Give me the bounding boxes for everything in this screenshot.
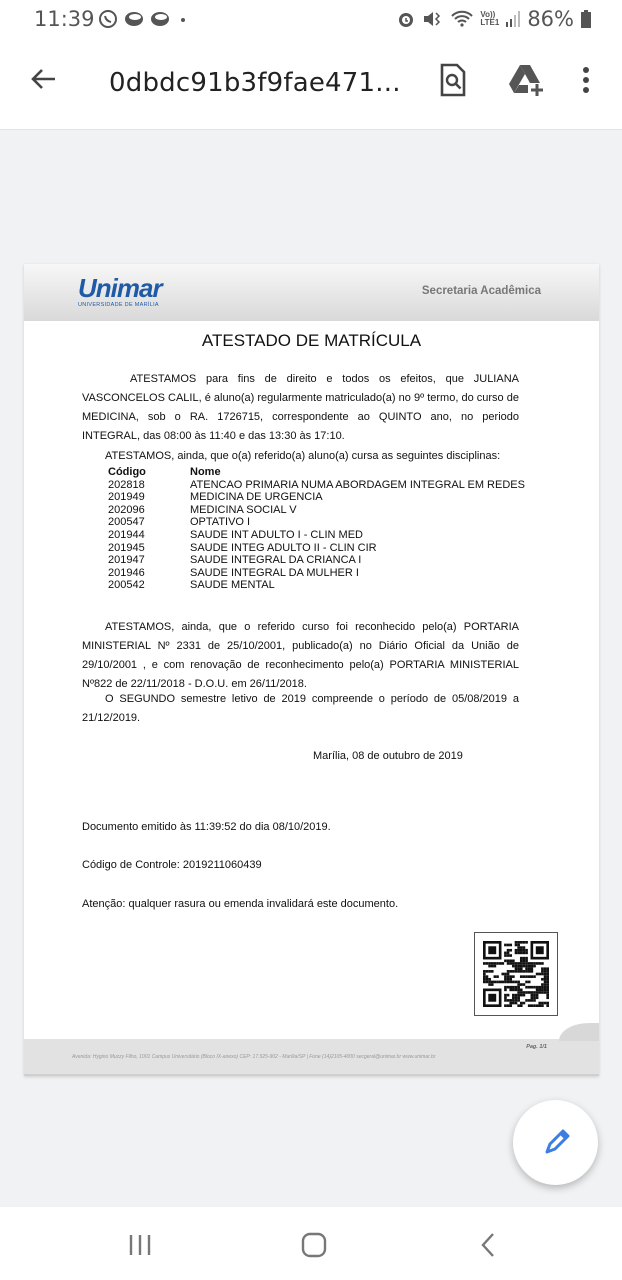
back-icon[interactable] [476,1232,506,1258]
discipline-code: 201946 [108,566,145,579]
discipline-name: SAUDE INTEGRAL DA CRIANCA I [190,554,362,567]
document-page [24,264,599,1076]
document-header [24,264,599,321]
disciplines-table [108,466,525,592]
paragraph-semester: O SEGUNDO semestre letivo de 2019 compreende o período de 05/08/2019 a 21/12/2019. [82,693,519,724]
find-in-page-icon[interactable] [437,62,469,98]
discipline-code: 201949 [108,491,145,504]
status-time: 11:39 [34,7,95,31]
discipline-row [108,516,525,529]
signal-icon [505,10,521,28]
footer-address: Avenida: Hygino Muzzy Filho, 1001 Campus Universitário (Bloco IX-anexo) CEP: 17.525-902 - Marília/SP | Fone (14)2105-4000 secgeral@unimar.br www.unimar.br [72,1054,436,1060]
add-to-drive-icon[interactable] [506,62,546,98]
more-vert-icon[interactable] [574,62,598,98]
app-icon [124,10,144,28]
page-number: Pag. 1/1 [526,1044,547,1050]
status-bar [0,0,622,40]
alarm-icon [396,9,416,29]
paragraph-recognition: ATESTAMOS, ainda, que o referido curso foi reconhecido pelo(a) PORTARIA MINISTERIAL Nº 2331 de 25/10/2001, publicado(a) no Diário Oficial da União de 29/10/2001 , e com renovação de reconhecimento pelo(a) PORTARIA MINISTERIAL Nº822 de 22/11/2018 - D.O.U. em 26/11/2018. [82,621,519,690]
discipline-row [108,554,525,567]
footer-tab [559,1023,599,1041]
discipline-row [108,542,525,555]
discipline-row [108,567,525,580]
volte-lte-indicator: Vo)) LTE1 [480,10,500,27]
secretaria-label: Secretaria Acadêmica [421,285,541,297]
discipline-row [108,529,525,542]
discipline-name: SAUDE MENTAL [190,579,275,592]
discipline-row [108,504,525,517]
discipline-name: ATENCAO PRIMARIA NUMA ABORDAGEM INTEGRAL EM REDES [190,478,525,491]
whatsapp-icon [98,9,118,29]
discipline-name: SAUDE INT ADULTO I - CLIN MED [190,528,363,541]
discipline-code: 201944 [108,528,145,541]
document-footer [24,1039,599,1076]
discipline-code: 201947 [108,554,145,567]
paragraph-disciplines-intro: ATESTAMOS, ainda, que o(a) referido(a) aluno(a) cursa as seguintes disciplinas: [105,450,501,462]
navigation-bar [0,1207,622,1280]
discipline-code: 200542 [108,579,145,592]
discipline-code: 202096 [108,503,145,516]
edit-pencil-icon [541,1128,571,1158]
discipline-code: 201945 [108,541,145,554]
dot-icon [176,12,190,26]
home-icon[interactable] [300,1232,330,1258]
status-icons [396,7,592,31]
discipline-name: MEDICINA DE URGENCIA [190,491,323,504]
discipline-name: MEDICINA SOCIAL V [190,503,297,516]
document-title: ATESTADO DE MATRÍCULA [201,331,422,350]
discipline-name: SAUDE INTEGRAL DA MULHER I [190,566,359,579]
qr-code-icon [483,941,549,1007]
app-icon [150,10,170,28]
discipline-row [108,491,525,504]
warning-text: Atenção: qualquer rasura ou emenda invalidará este documento. [82,898,399,910]
file-title: 0dbdc91b3f9fae471... [109,68,401,98]
battery-percent: 86% [527,7,574,31]
disciplines-header: Código Nome [108,466,221,478]
discipline-name: OPTATIVO I [190,516,251,529]
app-bar [0,40,622,130]
wifi-icon [450,9,474,29]
paragraph-enrollment: ATESTAMOS para fins de direito e todos os efeitos, que JULIANA VASCONCELOS CALIL, é aluno(a) regularmente matriculado(a) no 9º termo, do curso de MEDICINA, sob o RA. 1726715, correspondente ao QUINTO ano, no periodo INTEGRAL, das 08:00 às 11:40 e das 13:30 às 17:10. [82,373,519,442]
unimar-logo: Unimar UNIVERSIDADE DE MARÍLIA [78,273,162,308]
edit-fab-button[interactable] [513,1100,598,1185]
discipline-row [108,579,525,592]
discipline-name: SAUDE INTEG ADULTO II - CLIN CIR [190,541,377,554]
qr-code [474,932,558,1016]
control-code: Código de Controle: 2019211060439 [82,859,262,871]
notification-icons [98,9,190,29]
discipline-code: 200547 [108,516,145,529]
back-arrow-icon[interactable] [28,64,58,94]
issued-timestamp: Documento emitido às 11:39:52 do dia 08/10/2019. [82,821,331,833]
place-date: Marília, 08 de outubro de 2019 [313,750,463,762]
discipline-code: 202818 [108,478,145,491]
battery-icon [580,9,592,29]
discipline-row [108,479,525,492]
recent-apps-icon[interactable] [126,1232,156,1258]
vibrate-icon [422,9,444,29]
